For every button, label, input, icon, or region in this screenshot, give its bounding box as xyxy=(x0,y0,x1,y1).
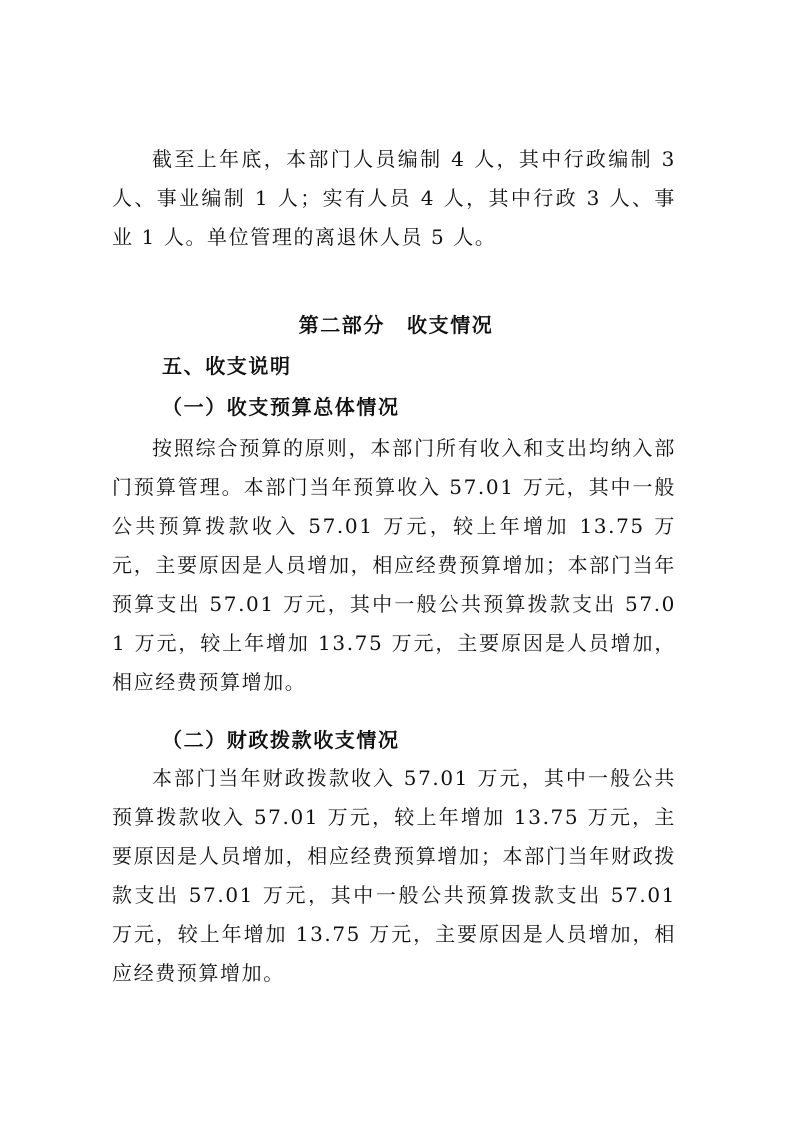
fiscal-appropriation-heading: （二）财政拨款收支情况 xyxy=(162,728,400,752)
staffing-paragraph: 截至上年底，本部门人员编制 4 人，其中行政编制 3 人、事业编制 1 人；实有人员 4 人，其中行政 3 人、事业 1 人。单位管理的离退休人员 5 人。 xyxy=(112,147,676,249)
fiscal-appropriation-paragraph: 本部门当年财政拨款收入 57.01 万元，其中一般公共预算拨款收入 57.01 万元，较上年增加 13.75 万元，主要原因是人员增加，相应经费预算增加；本部门当年财政拨款支出 57.01 万元，其中一般公共预算拨款支出 57.01 万元，较上年增加 13.75 万元，主要原因是人员增加，相应经费预算增加。 xyxy=(112,766,676,985)
part-two-label: 第二部分 xyxy=(298,313,385,337)
part-two-subject: 收支情况 xyxy=(407,313,494,337)
budget-overview-paragraph: 按照综合预算的原则，本部门所有收入和支出均纳入部门预算管理。本部门当年预算收入 57.01 万元，其中一般公共预算拨款收入 57.01 万元，较上年增加 13.75 万元，主要原因是人员增加，相应经费预算增加；本部门当年预算支出 57.01 万元，其中一般公共预算拨款支出 57.01 万元，较上年增加 13.75 万元，主要原因是人员增加，相应经费预算增加。 xyxy=(112,436,676,694)
section-five-heading: 五、收支说明 xyxy=(162,354,292,378)
part-two-title xyxy=(0,306,792,345)
budget-overview-heading: （一）收支预算总体情况 xyxy=(162,395,400,419)
